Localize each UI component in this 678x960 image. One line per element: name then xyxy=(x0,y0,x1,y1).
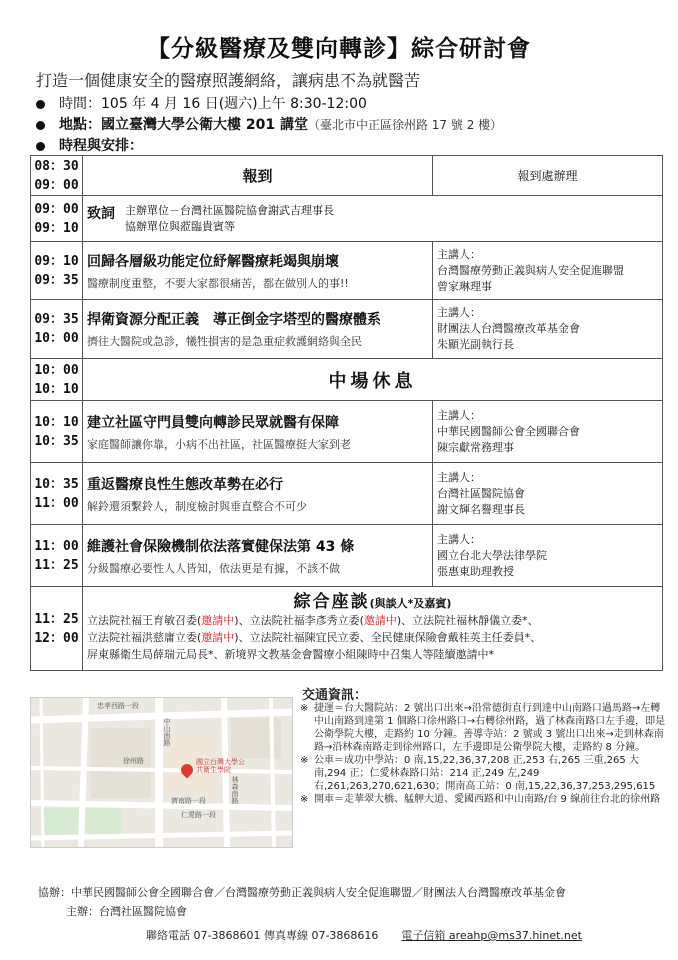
start-time: 10：00 xyxy=(34,362,79,378)
subtitle: 打造一個健康安全的醫療照護網絡，讓病患不為就醫苦 xyxy=(36,71,421,90)
schedule-row xyxy=(31,359,663,401)
end-time: 10：35 xyxy=(34,433,79,449)
street-label: 徐州路 xyxy=(123,757,144,765)
end-time: 12：00 xyxy=(34,630,79,646)
street-label: 濟南路一段 xyxy=(171,797,206,805)
end-time: 09：10 xyxy=(34,220,79,236)
panel-heading: 綜合座談 xyxy=(293,592,370,612)
registration-cell: 報到 xyxy=(83,156,433,196)
place-note: （臺北市中正區徐州路 17 號 2 樓） xyxy=(307,118,503,132)
co-label: 協辦： xyxy=(38,886,71,899)
speaker-org: 國立台北大學法律學院 xyxy=(437,548,547,562)
start-time: 09：10 xyxy=(34,253,79,269)
panel-cell xyxy=(83,587,663,671)
speaker-cell xyxy=(433,242,663,300)
time-cell xyxy=(31,463,83,525)
start-time: 11：25 xyxy=(34,611,79,627)
participants-line xyxy=(87,646,658,663)
schedule-row xyxy=(31,463,663,525)
map-marker-label: 國立台灣大學公共衛生學院 xyxy=(196,758,245,774)
speaker-cell xyxy=(433,300,663,359)
end-time: 10：00 xyxy=(34,331,79,346)
location-map[interactable] xyxy=(30,697,293,848)
transport-item xyxy=(300,754,666,793)
start-time: 09：35 xyxy=(34,312,79,327)
street-label: 林森南路 xyxy=(231,776,239,804)
opening-host: 主辦單位－台灣社區醫院協會謝武吉理事長 xyxy=(125,203,334,217)
participant-text: )、立法院社福林靜儀立委*、 xyxy=(396,614,539,627)
transport-car: 開車＝走華翠大橋、艋舺大道、愛國西路和中山南路/台 9 線前往台北的徐州路 xyxy=(314,794,661,805)
transport-title: 交通資訊： xyxy=(302,688,368,703)
session-cell xyxy=(83,300,433,359)
schedule-table xyxy=(30,155,663,671)
time-cell xyxy=(31,359,83,401)
info-agenda xyxy=(36,135,143,155)
street-label: 中山南路 xyxy=(163,718,171,746)
agenda-label: 時程與安排： xyxy=(59,138,143,154)
registration-location: 報到處辦理 xyxy=(433,156,663,196)
transport-bus: 公車＝成功中學站：0 南,15,22,36,37,208 正,253 右,265 三重,265 大南,294 正；仁愛林森路口站：214 正,249 左,249 右,261,263,270,621,630；開南高工站：0 南,15,22,36,37,253,295,615 xyxy=(314,755,656,792)
participants-line xyxy=(87,612,658,629)
end-time: 09：00 xyxy=(34,177,79,193)
session-desc: 分級醫療必要性人人皆知，依法更是有據，不該不做 xyxy=(87,561,340,575)
participant-text: )、立法院社福李彥秀立委( xyxy=(234,614,364,627)
speaker-label: 主講人： xyxy=(437,532,481,546)
place-text: 地點：國立臺灣大學公衛大樓 201 講堂 xyxy=(59,117,308,133)
note-mark-icon: ※ xyxy=(300,794,309,805)
bullet-icon xyxy=(36,142,45,151)
start-time: 09：00 xyxy=(34,201,79,217)
speaker-org: 台灣社區醫院協會 xyxy=(437,486,525,500)
speaker-label: 主講人： xyxy=(437,247,481,261)
participant-text: 屏東縣衛生局薛瑞元局長*、新境界文教基金會醫療小組陳時中召集人等陸續邀請中* xyxy=(87,648,494,661)
time-text: 時間：105 年 4 月 16 日(週六)上午 8:30-12:00 xyxy=(59,96,367,112)
note-mark-icon: ※ xyxy=(300,755,309,766)
note-mark-icon: ※ xyxy=(300,703,309,714)
end-time: 11：25 xyxy=(34,557,79,573)
opening-cell xyxy=(83,196,663,242)
session-desc: 解鈴還須繫鈴人，制度檢討與垂直整合不可少 xyxy=(87,499,307,513)
session-cell xyxy=(83,242,433,300)
speaker-cell xyxy=(433,401,663,463)
schedule-row xyxy=(31,401,663,463)
speaker-org: 財團法人台灣醫療改革基金會 xyxy=(437,322,580,335)
speaker-label: 主講人： xyxy=(437,470,481,484)
time-cell xyxy=(31,587,83,671)
schedule-row xyxy=(31,156,663,196)
co-organizers xyxy=(0,884,678,900)
page-title: 【分級醫療及雙向轉診】綜合研討會 xyxy=(147,36,531,62)
contact-phone: 聯絡電話 07-3868601 傳真專線 07-3868616 xyxy=(146,929,379,942)
time-cell xyxy=(31,525,83,587)
session-cell xyxy=(83,463,433,525)
start-time: 11：00 xyxy=(34,538,79,554)
time-cell xyxy=(31,196,83,242)
schedule-row xyxy=(31,196,663,242)
speaker-org: 台灣醫療勞動正義與病人安全促進聯盟 xyxy=(437,263,624,277)
info-place xyxy=(36,114,502,134)
bullet-icon xyxy=(36,100,45,109)
host-org: 台灣社區醫院協會 xyxy=(99,905,187,918)
host-label: 主辦： xyxy=(66,905,99,918)
session-title: 建立社區守門員雙向轉診民眾就醫有保障 xyxy=(87,414,339,431)
time-cell xyxy=(31,242,83,300)
contact-line xyxy=(0,927,678,943)
session-title: 回歸各層級功能定位紓解醫療耗竭與崩壞 xyxy=(87,253,339,270)
speaker-name: 曾家琳理事 xyxy=(437,279,492,293)
inviting-text: 邀請中 xyxy=(363,614,397,627)
panel-participants xyxy=(83,612,662,665)
bullet-icon xyxy=(36,121,45,130)
end-time: 10：10 xyxy=(34,381,79,397)
info-time xyxy=(36,93,367,113)
transport-item xyxy=(300,793,666,806)
schedule-row xyxy=(31,525,663,587)
transport-item xyxy=(300,702,666,754)
participant-text: 立法院社福洪慈庸立委( xyxy=(87,631,202,644)
transport-info xyxy=(300,689,666,806)
speaker-name: 謝文輝名譽理事長 xyxy=(437,502,525,516)
schedule-row xyxy=(31,300,663,359)
time-cell xyxy=(31,300,83,359)
inviting-text: 邀請中 xyxy=(201,614,235,627)
time-cell xyxy=(31,401,83,463)
session-cell xyxy=(83,401,433,463)
start-time: 10：35 xyxy=(34,476,79,492)
session-desc: 家庭醫師讓你靠，小病不出社區，社區醫療挺大家到老 xyxy=(87,437,351,451)
street-label: 忠孝西路一段 xyxy=(97,702,139,710)
session-desc: 擠往大醫院或急診，犧牲損害的是急重症救護網絡與全民 xyxy=(87,335,362,348)
session-title: 重返醫療良性生態改革勢在必行 xyxy=(87,476,283,493)
session-title: 維護社會保險機制依法落實健保法第 43 條 xyxy=(87,538,355,555)
schedule-row xyxy=(31,587,663,671)
transport-mrt: 捷運＝台大醫院站：2 號出口出來→沿常德街直行到達中山南路口過馬路→左轉中山南路到達第 1 個路口徐州路口→右轉徐州路，過了林森南路口左手邊，即是公衛學院大樓，走路約 10 分鐘。善導寺站：2 號或 3 號出口出來→走到林森南路→沿林森南路走到徐州路口，左手邊即是公衛學院大樓，走路約 8 分鐘。 xyxy=(314,703,666,753)
speaker-name: 陳宗獻常務理事 xyxy=(437,440,514,454)
session-title: 捍衛資源分配正義 導正倒金字塔型的醫療體系 xyxy=(87,312,381,328)
inviting-text: 邀請中 xyxy=(201,631,235,644)
start-time: 10：10 xyxy=(34,414,79,430)
speaker-name: 張惠東助理教授 xyxy=(437,564,514,578)
end-time: 09：35 xyxy=(34,272,79,288)
speaker-name: 朱顯光副執行長 xyxy=(437,338,514,351)
participant-text: )、立法院社福陳宜民立委、全民健康保險會戴桂英主任委員*、 xyxy=(234,631,542,644)
end-time: 11：00 xyxy=(34,495,79,511)
host-organizer xyxy=(0,903,678,919)
speaker-label: 主講人： xyxy=(437,306,481,319)
session-cell xyxy=(83,525,433,587)
session-title: 致詞 xyxy=(87,205,115,222)
start-time: 08：30 xyxy=(34,158,79,174)
speaker-org: 中華民國醫師公會全國聯合會 xyxy=(437,424,580,438)
speaker-cell xyxy=(433,463,663,525)
opening-guests: 協辦單位與蒞臨貴賓等 xyxy=(125,219,235,233)
participants-line xyxy=(87,629,658,646)
speaker-label: 主講人： xyxy=(437,408,481,422)
street-label: 仁愛路一段 xyxy=(181,811,216,819)
co-orgs: 中華民國醫師公會全國聯合會／台灣醫療勞動正義與病人安全促進聯盟／財團法人台灣醫療改革基金會 xyxy=(71,886,566,899)
contact-email-link[interactable]: 電子信箱 areahp@ms37.hinet.net xyxy=(401,929,582,942)
speaker-cell xyxy=(433,525,663,587)
panel-note: (與談人*及嘉賓) xyxy=(369,597,452,610)
break-cell: 中場休息 xyxy=(83,359,663,401)
session-desc: 醫療制度重整，不要大家都很痛苦，都在做別人的事!! xyxy=(87,276,349,290)
panel-title xyxy=(83,587,662,612)
participant-text: 立法院社福王育敏召委( xyxy=(87,614,202,627)
schedule-row xyxy=(31,242,663,300)
time-cell xyxy=(31,156,83,196)
